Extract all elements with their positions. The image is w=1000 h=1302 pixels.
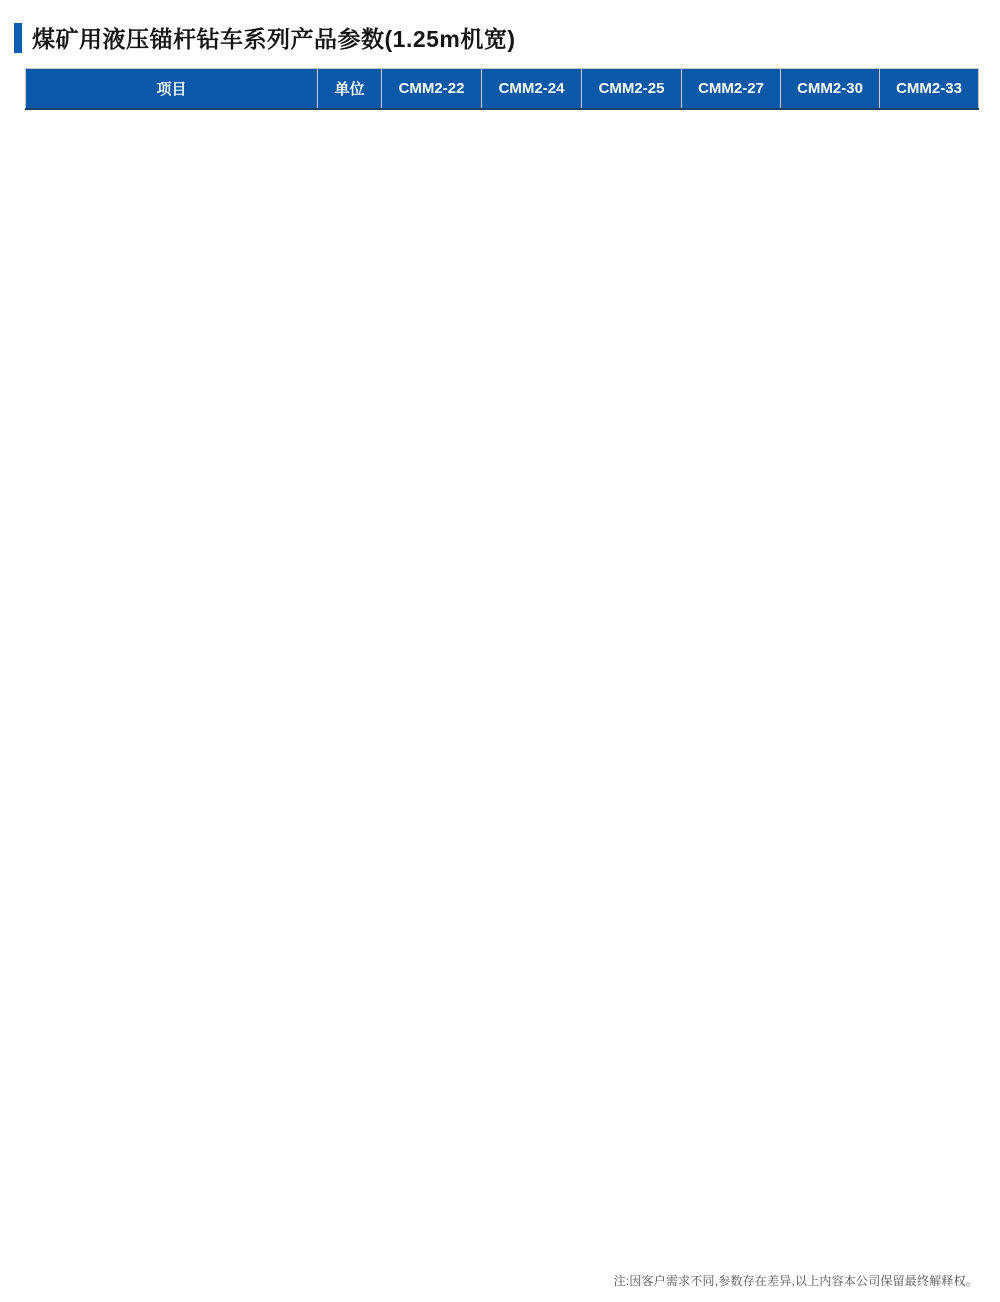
column-header-model: CMM2-22 [382,69,482,109]
column-header-item: 项目 [26,69,318,109]
footnote: 注:因客户需求不同,参数存在差异,以上内容本公司保留最终解释权。 [613,1274,978,1288]
page-title: 煤矿用液压锚杆钻车系列产品参数(1.25m机宽) [32,26,516,52]
title-accent-bar [14,23,22,53]
column-header-model: CMM2-27 [682,69,781,109]
column-header-model: CMM2-25 [582,69,682,109]
table-header [26,69,979,109]
spec-table [25,68,979,110]
column-header-model: CMM2-24 [482,69,582,109]
column-header-model: CMM2-30 [781,69,880,109]
column-header-unit: 单位 [318,69,382,109]
column-header-model: CMM2-33 [880,69,979,109]
title-bar [14,21,516,54]
header-row [26,69,979,109]
